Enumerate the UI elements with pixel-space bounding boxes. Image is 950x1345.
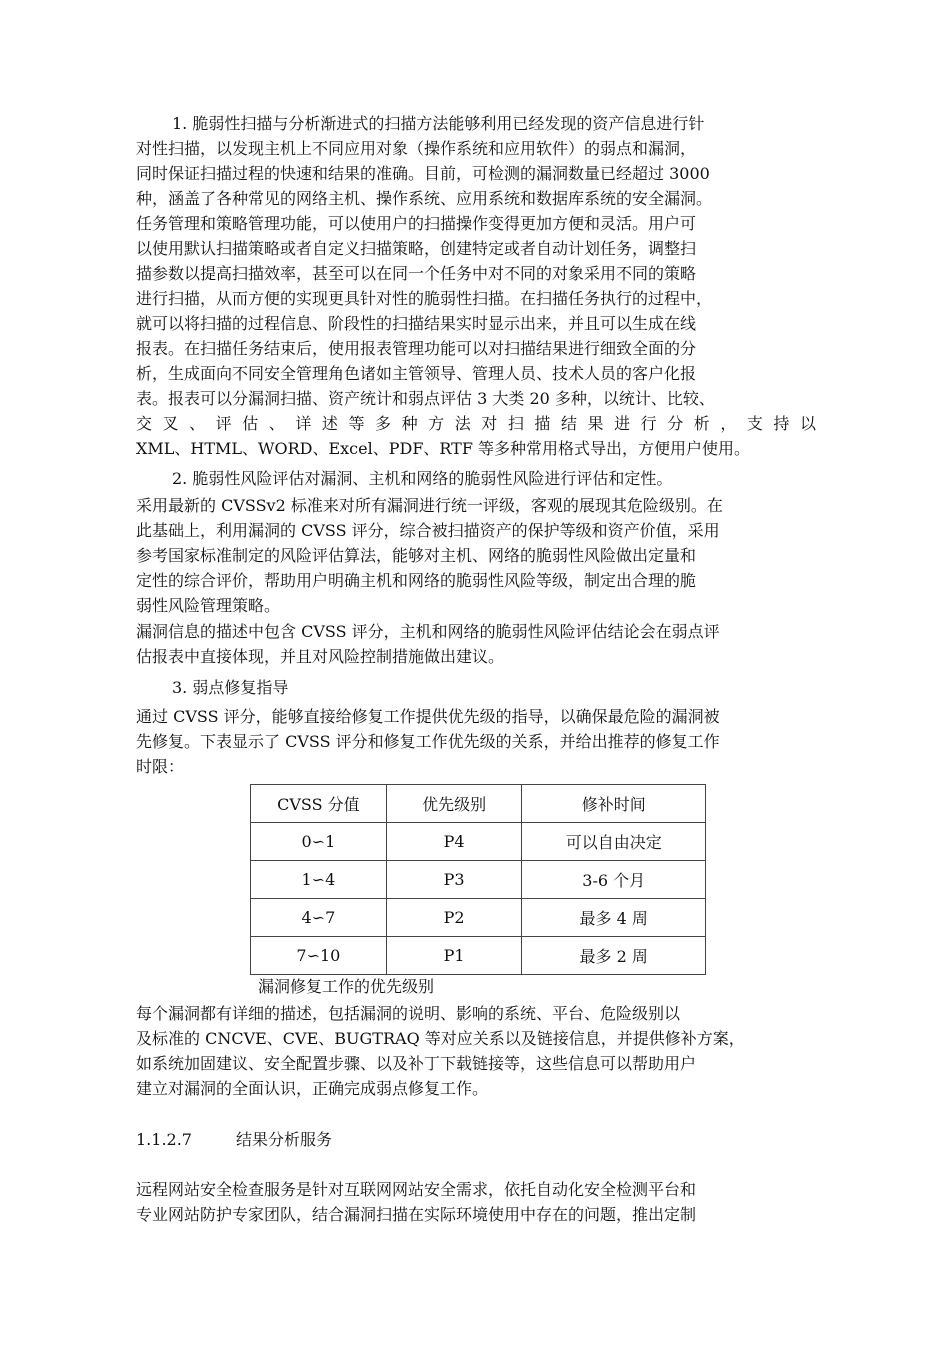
table-cell: P1 [386, 937, 522, 975]
section1-line: 进行扫描，从而方便的实现更具针对性的脆弱性扫描。在扫描任务执行的过程中， [136, 289, 713, 308]
section1-line: 以使用默认扫描策略或者自定义扫描策略，创建特定或者自动计划任务，调整扫 [136, 239, 697, 258]
table-row [251, 823, 706, 861]
paragraph-line: 专业网站防护专家团队，结合漏洞扫描在实际环境使用中存在的问题，推出定制 [136, 1205, 697, 1224]
section1-line: 种，涵盖了各种常见的网络主机、操作系统、应用系统和数据库系统的安全漏洞。 [136, 189, 713, 208]
table-cell: 4∽7 [251, 899, 387, 937]
section1-line: 表。报表可以分漏洞扫描、资产统计和弱点评估 3 大类 20 多种，以统计、比较、 [136, 389, 715, 408]
table-cell: 7∽10 [251, 937, 387, 975]
section2-line: 定性的综合评价，帮助用户明确主机和网络的脆弱性风险等级，制定出合理的脆 [136, 571, 697, 590]
section1-line: 就可以将扫描的过程信息、阶段性的扫描结果实时显示出来，并且可以生成在线 [136, 314, 697, 333]
section2-line: 弱性风险管理策略。 [136, 596, 281, 615]
table-cell: 最多 2 周 [522, 937, 706, 975]
section2-line: 漏洞信息的描述中包含 CVSS 评分，主机和网络的脆弱性风险评估结论会在弱点评 [136, 622, 720, 641]
table-row [251, 899, 706, 937]
table-cell: P4 [386, 823, 522, 861]
section3-line: 先修复。下表显示了 CVSS 评分和修复工作优先级的关系，并给出推荐的修复工作 [136, 732, 720, 751]
table-cell: 1∽4 [251, 861, 387, 899]
paragraph-line: 如系统加固建议、安全配置步骤、以及补丁下载链接等，这些信息可以帮助用户 [136, 1054, 697, 1073]
table-header-cell: 修补时间 [522, 785, 706, 823]
section2-line: 此基础上，利用漏洞的 CVSS 评分，综合被扫描资产的保护等级和资产价值，采用 [136, 521, 720, 540]
table-cell: P3 [386, 861, 522, 899]
section1-line: 1. 脆弱性扫描与分析渐进式的扫描方法能够利用已经发现的资产信息进行针 [172, 114, 705, 133]
section1-line: XML、HTML、WORD、Excel、PDF、RTF 等多种常用格式导出，方便用户使用。 [136, 439, 751, 458]
section1-line: 同时保证扫描过程的快速和结果的准确。目前，可检测的漏洞数量已经超过 3000 [136, 164, 710, 183]
section1-line: 交 叉 、 评 估 、 详 述 等 多 种 方 法 对 扫 描 结 果 进 行 分 析 ， 支 持 以 [136, 414, 816, 433]
section2-line: 估报表中直接体现，并且对风险控制措施做出建议。 [136, 647, 505, 666]
table-row [251, 937, 706, 975]
section1-line: 析，生成面向不同安全管理角色诸如主管领导、管理人员、技术人员的客户化报 [136, 364, 697, 383]
table-cell: 最多 4 周 [522, 899, 706, 937]
section2-line: 采用最新的 CVSSv2 标准来对所有漏洞进行统一评级，客观的展现其危险级别。在 [136, 496, 723, 515]
section1-line: 任务管理和策略管理功能，可以使用户的扫描操作变得更加方便和灵活。用户可 [136, 214, 697, 233]
table-caption: 漏洞修复工作的优先级别 [258, 977, 435, 996]
section2-line: 参考国家标准制定的风险评估算法，能够对主机、网络的脆弱性风险做出定量和 [136, 546, 697, 565]
section1-line: 报表。在扫描任务结束后，使用报表管理功能可以对扫描结果进行细致全面的分 [136, 339, 697, 358]
section2-heading: 2. 脆弱性风险评估对漏洞、主机和网络的脆弱性风险进行评估和定性。 [172, 469, 673, 488]
table-header-cell: CVSS 分值 [251, 785, 387, 823]
table-cell: 3-6 个月 [522, 861, 706, 899]
table-cell: 可以自由决定 [522, 823, 706, 861]
section1-line: 描参数以提高扫描效率，甚至可以在同一个任务中对不同的对象采用不同的策略 [136, 264, 697, 283]
table-cell: 0∽1 [251, 823, 387, 861]
table-row [251, 861, 706, 899]
section1-line: 对性扫描，以发现主机上不同应用对象（操作系统和应用软件）的弱点和漏洞， [136, 139, 697, 158]
paragraph-line: 远程网站安全检查服务是针对互联网网站安全需求，依托自动化安全检测平台和 [136, 1180, 697, 1199]
paragraph-line: 每个漏洞都有详细的描述，包括漏洞的说明、影响的系统、平台、危险级别以 [136, 1004, 681, 1023]
section3-line: 通过 CVSS 评分，能够直接给修复工作提供优先级的指导，以确保最危险的漏洞被 [136, 707, 720, 726]
paragraph-line: 及标准的 CNCVE、CVE、BUGTRAQ 等对应关系以及链接信息，并提供修补方案， [136, 1029, 745, 1048]
table-header-cell: 优先级别 [386, 785, 522, 823]
paragraph-line: 建立对漏洞的全面认识，正确完成弱点修复工作。 [136, 1079, 489, 1098]
cvss-priority-table [250, 784, 706, 975]
section3-line: 时限： [136, 757, 185, 776]
section3-heading: 3. 弱点修复指导 [172, 678, 289, 697]
table-cell: P2 [386, 899, 522, 937]
subsection-number: 1.1.2.7 [136, 1130, 192, 1149]
subsection-title: 结果分析服务 [236, 1130, 333, 1149]
table-header-row [251, 785, 706, 823]
